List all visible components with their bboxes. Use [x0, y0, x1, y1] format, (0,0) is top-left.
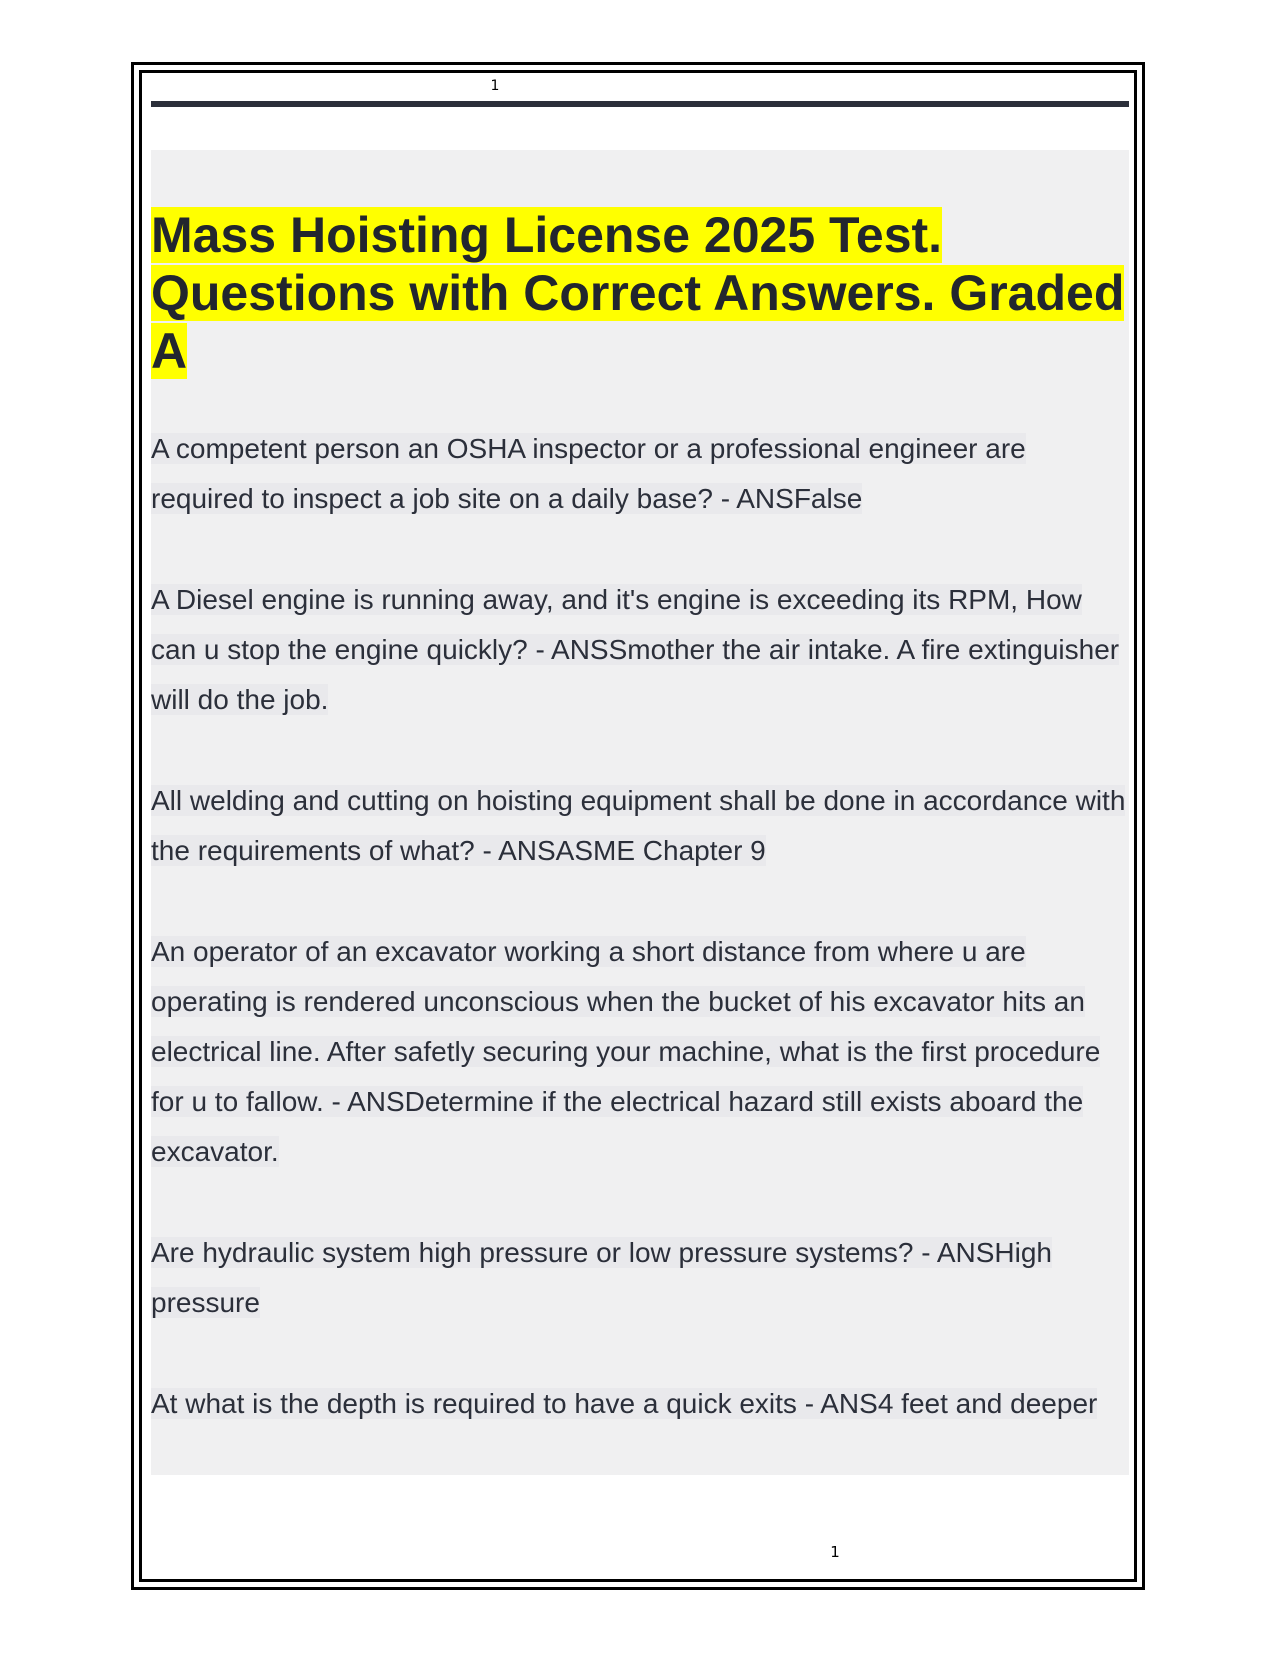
qa-item: [151, 1379, 1131, 1429]
footer-page-number: 1: [830, 1543, 840, 1561]
document-title: [151, 206, 1131, 380]
header-rule: [151, 101, 1129, 107]
document-body: [151, 206, 1131, 1480]
qa-item: [151, 575, 1131, 725]
document-title-text: Mass Hoisting License 2025 Test. Questions with Correct Answers. Graded A: [151, 207, 1125, 379]
qa-item: [151, 927, 1131, 1177]
qa-item-text: All welding and cutting on hoisting equipment shall be done in accordance with the requirements of what? - ANSASME Chapter 9: [151, 785, 1126, 866]
header-page-number: 1: [490, 78, 500, 94]
qa-item-text: A competent person an OSHA inspector or a professional engineer are required to inspect a job site on a daily base? - ANSFalse: [151, 433, 1026, 514]
qa-item-text: A Diesel engine is running away, and it's engine is exceeding its RPM, How can u stop the engine quickly? - ANSSmother the air intake. A fire extinguisher will do the job.: [151, 584, 1120, 715]
qa-item-text: An operator of an excavator working a short distance from where u are operating is rendered unconscious when the bucket of his excavator hits an electrical line. After safetly securing your machine, what is the first procedure for u to fallow. - ANSDetermine if the electrical hazard still exists aboard the excavator.: [151, 936, 1101, 1167]
qa-item: [151, 1228, 1131, 1328]
qa-item-text: At what is the depth is required to have a quick exits - ANS4 feet and deeper: [151, 1388, 1098, 1419]
qa-item-text: Are hydraulic system high pressure or low pressure systems? - ANSHigh pressure: [151, 1237, 1053, 1318]
qa-item: [151, 424, 1131, 524]
qa-list: [151, 424, 1131, 1429]
qa-item: [151, 776, 1131, 876]
